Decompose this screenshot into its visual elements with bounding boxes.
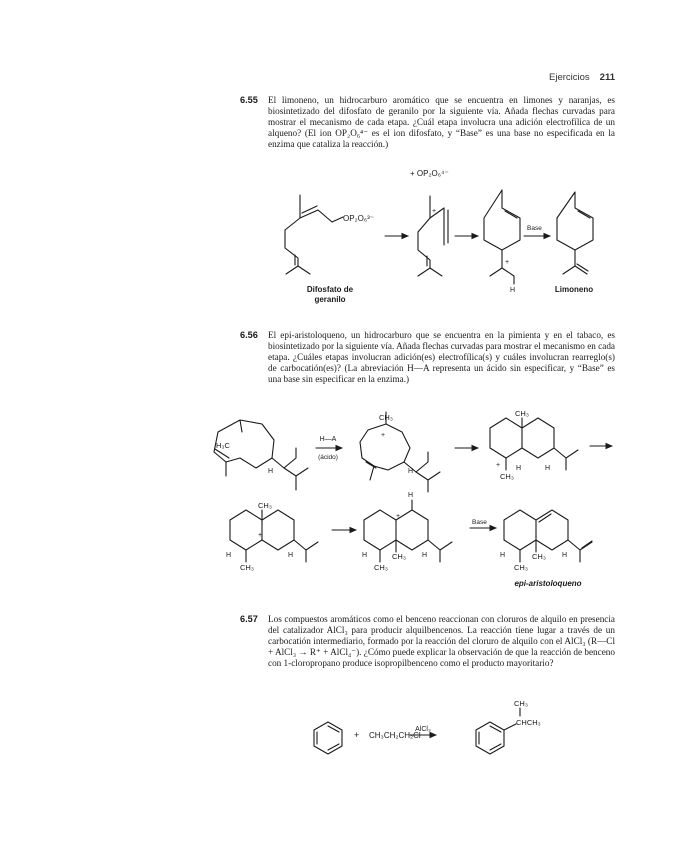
hydrogen-label: H — [362, 552, 368, 559]
methyl-label: CH₃ — [514, 563, 528, 572]
methyl-label: CH₃ — [374, 563, 388, 572]
epi-aristolochene-structure — [504, 510, 592, 562]
eudesmyl-cation-structure — [490, 418, 578, 470]
hydrogen-label: H — [516, 465, 522, 472]
page-number: 211 — [599, 72, 615, 83]
base-label: Base — [472, 519, 487, 526]
farnesyl-precursor-structure — [214, 420, 308, 490]
hydrogen-label: H — [408, 468, 414, 475]
methyl-label: CH₃ — [379, 413, 393, 422]
hydrogen-label: H — [545, 465, 551, 472]
rearranged-cation-structure — [364, 500, 452, 562]
opp-group-label: OP₂O₆³⁻ — [343, 214, 374, 223]
hydrogen-label: H — [510, 287, 516, 294]
problem-number: 6.55 — [240, 95, 258, 105]
start-label-line1: Difosfato de — [306, 285, 354, 294]
hydrogen-label: H — [288, 552, 294, 559]
cation-charge: + — [505, 259, 510, 266]
geranyl-diphosphate-structure — [285, 195, 343, 274]
methyl-label: CH₃ — [532, 552, 546, 561]
isopropyl-label: CHCH₃ — [516, 718, 541, 727]
methyl-label: CH₃ — [258, 501, 272, 510]
problem-number: 6.56 — [240, 330, 258, 340]
acid-label: (ácido) — [318, 454, 338, 461]
product-label: epi-aristoloqueno — [514, 579, 582, 588]
cation-charge: + — [432, 208, 437, 215]
germacrenyl-cation-structure — [360, 412, 440, 492]
methyl-label: CH₃ — [515, 409, 529, 418]
methyl-label: CH₃ — [240, 563, 254, 572]
alkyl-halide-label: CH₃CH₂CH₂Cl — [369, 731, 421, 740]
start-label-line2: geranilo — [314, 295, 346, 304]
problem-text: El epi-aristoloqueno, un hidrocarburo que se encuentra en la pimienta y en el tabaco, es biosintetizado por la siguiente vía. Añada flechas curvadas para mostrar el mecanismo en cada etapa. ¿Cuáles etapas involucran adición(es) electrofílica(s) y cuáles involucran rearreglo(s) de carbocatión(es)? (La abreviación H—A representa un ácido sin especificar, y “Base” es una base sin especificar en la enzima.) — [268, 330, 615, 385]
hydrogen-label: H — [422, 552, 428, 559]
hydrogen-label: H — [268, 468, 274, 475]
base-label: Base — [527, 225, 542, 232]
isopropylbenzene-structure — [476, 708, 520, 754]
diphosphate-byproduct-label: + OP₂O₆⁴⁻ — [410, 169, 449, 178]
section-title: Ejercicios — [549, 72, 590, 83]
hydrogen-label: H — [408, 492, 414, 499]
plus-sign: + — [354, 730, 360, 740]
problem-text: El limoneno, un hidrocarburo aromático que se encuentra en limones y naranjas, es biosintetizado del difosfato de geranilo por la siguiente vía. Añada flechas curvadas para mostrar el mecanismo de cada etapa. ¿Cuál etapa involucra una adición electrofílica de un alqueno? (El ion OP₂O₆⁴⁻ es el ion difosfato, y “Base” es una base no especificada en la enzima que cataliza la reacción.) — [268, 95, 615, 150]
methyl-label: CH₃ — [500, 472, 514, 481]
hydrogen-label: H — [500, 552, 506, 559]
cation-charge: + — [258, 532, 263, 539]
problem-text: Los compuestos aromáticos como el benceno reaccionan con cloruros de alquilo en presencia del catalizador AlCl₃ para producir alquilbencenos. La reacción tiene lugar a través de un carbocatión intermediario, formado por la reacción del cloruro de alquilo con el AlCl₃ (R—Cl + AlCl₃ → R⁺ + AlCl₄⁻). ¿Cómo puede explicar la observación de que la reacción de benceno con 1-cloropropano produce isopropilbenceno como el producto mayoritario? — [268, 614, 615, 669]
hydrogen-label: H — [226, 552, 232, 559]
benzene-structure — [314, 722, 342, 754]
problem-number: 6.57 — [240, 614, 258, 624]
methyl-label: CH₃ — [392, 552, 406, 561]
methyl-label: CH₃ — [514, 699, 528, 708]
catalyst-label: AlCl₃ — [415, 726, 431, 733]
limonene-structure — [557, 192, 593, 274]
cation-charge: + — [396, 513, 401, 520]
product-label: Limoneno — [554, 285, 594, 294]
acid-formula: H—A — [319, 436, 337, 443]
hydrogen-label: H — [562, 552, 568, 559]
tertiary-cation-structure — [230, 510, 318, 562]
cation-charge: + — [496, 462, 501, 469]
terpinyl-cation-structure — [484, 190, 520, 284]
cation-charge: + — [381, 432, 386, 439]
methyl-label: H₃C — [216, 441, 230, 450]
